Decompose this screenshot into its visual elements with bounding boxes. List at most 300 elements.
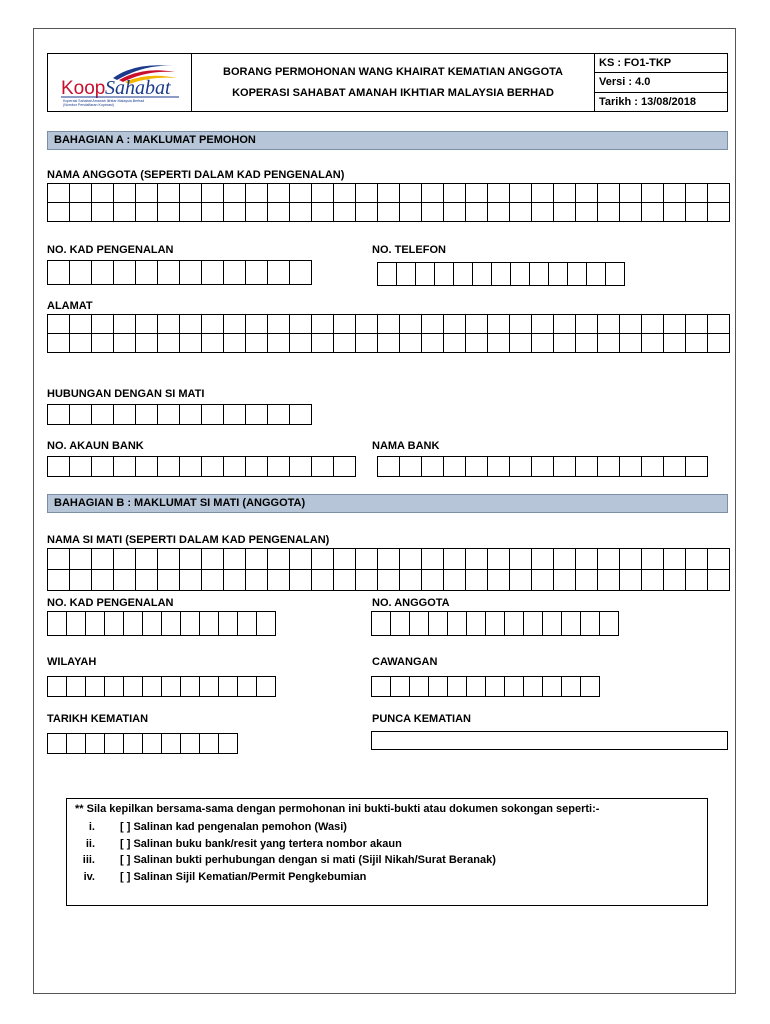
char-box[interactable] (268, 457, 290, 477)
char-box[interactable] (486, 677, 505, 697)
char-box[interactable] (378, 203, 400, 222)
char-box[interactable] (466, 203, 488, 222)
char-box[interactable] (642, 457, 664, 477)
char-box[interactable] (642, 334, 664, 353)
char-box[interactable] (70, 457, 92, 477)
char-box[interactable] (136, 203, 158, 222)
char-box[interactable] (429, 612, 448, 636)
char-box[interactable] (620, 184, 642, 203)
char-box[interactable] (246, 315, 268, 334)
char-box[interactable] (92, 549, 114, 570)
char-box[interactable] (400, 184, 422, 203)
char-box[interactable] (48, 612, 67, 636)
char-box[interactable] (200, 734, 219, 754)
char-box[interactable] (524, 612, 543, 636)
char-box[interactable] (114, 261, 136, 285)
char-box[interactable] (180, 405, 202, 425)
char-box[interactable] (202, 334, 224, 353)
char-box[interactable] (202, 203, 224, 222)
char-box[interactable] (686, 184, 708, 203)
char-box[interactable] (202, 549, 224, 570)
char-box[interactable] (268, 203, 290, 222)
char-box[interactable] (246, 203, 268, 222)
char-box[interactable] (257, 612, 276, 636)
char-box[interactable] (511, 263, 530, 286)
char-box[interactable] (664, 549, 686, 570)
char-box[interactable] (488, 549, 510, 570)
char-box[interactable] (598, 203, 620, 222)
char-box[interactable] (224, 549, 246, 570)
char-box[interactable] (378, 184, 400, 203)
char-box[interactable] (378, 570, 400, 591)
char-box[interactable] (290, 334, 312, 353)
char-box[interactable] (86, 734, 105, 754)
char-box[interactable] (180, 315, 202, 334)
char-box[interactable] (246, 261, 268, 285)
char-box[interactable] (444, 334, 466, 353)
char-box[interactable] (356, 549, 378, 570)
char-box[interactable] (444, 184, 466, 203)
char-box[interactable] (435, 263, 454, 286)
char-box[interactable] (143, 734, 162, 754)
char-box[interactable] (202, 315, 224, 334)
char-box[interactable] (576, 203, 598, 222)
char-box[interactable] (642, 203, 664, 222)
char-box[interactable] (488, 334, 510, 353)
char-box[interactable] (290, 184, 312, 203)
char-box[interactable] (642, 184, 664, 203)
char-box[interactable] (268, 334, 290, 353)
char-box[interactable] (290, 203, 312, 222)
char-box[interactable] (444, 315, 466, 334)
char-box[interactable] (246, 549, 268, 570)
char-box[interactable] (114, 334, 136, 353)
char-box[interactable] (70, 261, 92, 285)
char-box[interactable] (224, 570, 246, 591)
char-box[interactable] (576, 570, 598, 591)
char-box[interactable] (48, 203, 70, 222)
char-box[interactable] (162, 677, 181, 697)
char-box[interactable] (486, 612, 505, 636)
char-box[interactable] (200, 677, 219, 697)
char-box[interactable] (136, 184, 158, 203)
char-box[interactable] (70, 315, 92, 334)
char-box[interactable] (136, 405, 158, 425)
char-box[interactable] (202, 405, 224, 425)
char-box[interactable] (114, 570, 136, 591)
char-box[interactable] (224, 184, 246, 203)
char-box[interactable] (136, 570, 158, 591)
char-box[interactable] (290, 405, 312, 425)
char-box[interactable] (492, 263, 511, 286)
char-box[interactable] (686, 457, 708, 477)
char-box[interactable] (246, 570, 268, 591)
char-box[interactable] (143, 612, 162, 636)
char-box[interactable] (510, 315, 532, 334)
char-box[interactable] (290, 549, 312, 570)
char-box[interactable] (620, 203, 642, 222)
char-box[interactable] (664, 203, 686, 222)
char-box[interactable] (48, 457, 70, 477)
char-box[interactable] (162, 734, 181, 754)
char-box[interactable] (598, 457, 620, 477)
char-box[interactable] (180, 549, 202, 570)
char-box[interactable] (67, 612, 86, 636)
char-box[interactable] (180, 203, 202, 222)
char-box[interactable] (488, 457, 510, 477)
char-box[interactable] (86, 612, 105, 636)
char-box[interactable] (181, 677, 200, 697)
char-box[interactable] (524, 677, 543, 697)
applicant-phone-boxes[interactable] (377, 262, 625, 286)
char-box[interactable] (410, 612, 429, 636)
char-box[interactable] (581, 677, 600, 697)
char-box[interactable] (620, 457, 642, 477)
char-box[interactable] (92, 315, 114, 334)
char-box[interactable] (598, 184, 620, 203)
char-box[interactable] (70, 570, 92, 591)
char-box[interactable] (136, 315, 158, 334)
char-box[interactable] (708, 570, 730, 591)
char-box[interactable] (466, 334, 488, 353)
char-box[interactable] (642, 549, 664, 570)
char-box[interactable] (620, 570, 642, 591)
char-box[interactable] (620, 334, 642, 353)
char-box[interactable] (202, 261, 224, 285)
char-box[interactable] (356, 184, 378, 203)
char-box[interactable] (664, 570, 686, 591)
char-box[interactable] (202, 570, 224, 591)
char-box[interactable] (105, 612, 124, 636)
char-box[interactable] (312, 184, 334, 203)
cause-of-death-field[interactable] (371, 731, 728, 750)
char-box[interactable] (378, 334, 400, 353)
char-box[interactable] (114, 184, 136, 203)
char-box[interactable] (598, 315, 620, 334)
char-box[interactable] (467, 612, 486, 636)
char-box[interactable] (312, 203, 334, 222)
char-box[interactable] (598, 549, 620, 570)
char-box[interactable] (219, 612, 238, 636)
char-box[interactable] (86, 677, 105, 697)
char-box[interactable] (334, 457, 356, 477)
char-box[interactable] (114, 549, 136, 570)
char-box[interactable] (180, 334, 202, 353)
char-box[interactable] (334, 549, 356, 570)
char-box[interactable] (510, 184, 532, 203)
char-box[interactable] (686, 315, 708, 334)
char-box[interactable] (143, 677, 162, 697)
char-box[interactable] (554, 184, 576, 203)
char-box[interactable] (219, 734, 238, 754)
char-box[interactable] (158, 334, 180, 353)
char-box[interactable] (466, 549, 488, 570)
char-box[interactable] (124, 612, 143, 636)
char-box[interactable] (708, 315, 730, 334)
char-box[interactable] (92, 334, 114, 353)
char-box[interactable] (400, 549, 422, 570)
char-box[interactable] (246, 405, 268, 425)
char-box[interactable] (290, 315, 312, 334)
char-box[interactable] (48, 734, 67, 754)
char-box[interactable] (180, 457, 202, 477)
char-box[interactable] (422, 457, 444, 477)
char-box[interactable] (664, 184, 686, 203)
char-box[interactable] (257, 677, 276, 697)
char-box[interactable] (48, 261, 70, 285)
char-box[interactable] (219, 677, 238, 697)
char-box[interactable] (600, 612, 619, 636)
char-box[interactable] (372, 612, 391, 636)
char-box[interactable] (181, 734, 200, 754)
char-box[interactable] (473, 263, 492, 286)
char-box[interactable] (686, 570, 708, 591)
char-box[interactable] (136, 334, 158, 353)
char-box[interactable] (444, 570, 466, 591)
char-box[interactable] (466, 315, 488, 334)
char-box[interactable] (422, 203, 444, 222)
char-box[interactable] (114, 203, 136, 222)
char-box[interactable] (505, 612, 524, 636)
char-box[interactable] (312, 315, 334, 334)
char-box[interactable] (620, 315, 642, 334)
char-box[interactable] (378, 549, 400, 570)
char-box[interactable] (708, 184, 730, 203)
char-box[interactable] (532, 334, 554, 353)
char-box[interactable] (391, 612, 410, 636)
char-box[interactable] (532, 457, 554, 477)
char-box[interactable] (290, 261, 312, 285)
char-box[interactable] (532, 315, 554, 334)
char-box[interactable] (587, 263, 606, 286)
char-box[interactable] (448, 677, 467, 697)
char-box[interactable] (530, 263, 549, 286)
death-date-boxes[interactable] (47, 733, 238, 754)
char-box[interactable] (105, 677, 124, 697)
char-box[interactable] (268, 261, 290, 285)
char-box[interactable] (92, 405, 114, 425)
char-box[interactable] (136, 549, 158, 570)
char-box[interactable] (268, 184, 290, 203)
char-box[interactable] (708, 549, 730, 570)
char-box[interactable] (549, 263, 568, 286)
char-box[interactable] (246, 457, 268, 477)
char-box[interactable] (664, 334, 686, 353)
char-box[interactable] (581, 612, 600, 636)
char-box[interactable] (400, 203, 422, 222)
char-box[interactable] (224, 405, 246, 425)
applicant-name-boxes[interactable] (47, 183, 730, 222)
char-box[interactable] (488, 184, 510, 203)
char-box[interactable] (422, 315, 444, 334)
deceased-name-boxes[interactable] (47, 548, 730, 591)
char-box[interactable] (246, 334, 268, 353)
char-box[interactable] (378, 315, 400, 334)
char-box[interactable] (70, 334, 92, 353)
char-box[interactable] (48, 334, 70, 353)
char-box[interactable] (664, 315, 686, 334)
char-box[interactable] (686, 334, 708, 353)
char-box[interactable] (356, 203, 378, 222)
char-box[interactable] (312, 549, 334, 570)
char-box[interactable] (576, 457, 598, 477)
char-box[interactable] (180, 184, 202, 203)
char-box[interactable] (422, 334, 444, 353)
char-box[interactable] (466, 457, 488, 477)
char-box[interactable] (268, 405, 290, 425)
char-box[interactable] (686, 549, 708, 570)
char-box[interactable] (598, 334, 620, 353)
char-box[interactable] (312, 570, 334, 591)
char-box[interactable] (400, 315, 422, 334)
char-box[interactable] (510, 334, 532, 353)
char-box[interactable] (48, 405, 70, 425)
char-box[interactable] (562, 677, 581, 697)
char-box[interactable] (238, 677, 257, 697)
char-box[interactable] (620, 549, 642, 570)
char-box[interactable] (606, 263, 625, 286)
note-item-text[interactable]: [ ] Salinan Sijil Kematian/Permit Pengkebumian (120, 871, 367, 883)
char-box[interactable] (334, 203, 356, 222)
char-box[interactable] (224, 203, 246, 222)
note-item-text[interactable]: [ ] Salinan bukti perhubungan dengan si mati (Sijil Nikah/Surat Beranak) (120, 854, 496, 866)
char-box[interactable] (488, 315, 510, 334)
char-box[interactable] (67, 677, 86, 697)
char-box[interactable] (642, 570, 664, 591)
char-box[interactable] (562, 612, 581, 636)
char-box[interactable] (416, 263, 435, 286)
char-box[interactable] (466, 184, 488, 203)
char-box[interactable] (70, 184, 92, 203)
char-box[interactable] (422, 184, 444, 203)
char-box[interactable] (356, 315, 378, 334)
char-box[interactable] (532, 549, 554, 570)
char-box[interactable] (48, 315, 70, 334)
bank-name-boxes[interactable] (377, 456, 708, 477)
char-box[interactable] (448, 612, 467, 636)
char-box[interactable] (224, 315, 246, 334)
member-no-boxes[interactable] (371, 611, 619, 636)
char-box[interactable] (429, 677, 448, 697)
address-boxes[interactable] (47, 314, 730, 353)
char-box[interactable] (510, 203, 532, 222)
char-box[interactable] (532, 184, 554, 203)
char-box[interactable] (238, 612, 257, 636)
char-box[interactable] (554, 334, 576, 353)
char-box[interactable] (92, 457, 114, 477)
char-box[interactable] (48, 570, 70, 591)
char-box[interactable] (400, 334, 422, 353)
char-box[interactable] (554, 457, 576, 477)
char-box[interactable] (114, 457, 136, 477)
char-box[interactable] (268, 315, 290, 334)
char-box[interactable] (444, 549, 466, 570)
char-box[interactable] (70, 405, 92, 425)
char-box[interactable] (505, 677, 524, 697)
char-box[interactable] (180, 570, 202, 591)
char-box[interactable] (136, 457, 158, 477)
note-item-text[interactable]: [ ] Salinan buku bank/resit yang tertera nombor akaun (120, 838, 402, 850)
note-item-text[interactable]: [ ] Salinan kad pengenalan pemohon (Wasi) (120, 821, 347, 833)
char-box[interactable] (334, 315, 356, 334)
relationship-boxes[interactable] (47, 404, 312, 425)
char-box[interactable] (488, 203, 510, 222)
char-box[interactable] (356, 570, 378, 591)
char-box[interactable] (467, 677, 486, 697)
char-box[interactable] (181, 612, 200, 636)
char-box[interactable] (400, 570, 422, 591)
char-box[interactable] (158, 203, 180, 222)
char-box[interactable] (444, 457, 466, 477)
char-box[interactable] (290, 570, 312, 591)
char-box[interactable] (576, 315, 598, 334)
char-box[interactable] (224, 334, 246, 353)
char-box[interactable] (246, 184, 268, 203)
char-box[interactable] (202, 184, 224, 203)
char-box[interactable] (454, 263, 473, 286)
char-box[interactable] (554, 203, 576, 222)
char-box[interactable] (543, 677, 562, 697)
char-box[interactable] (162, 612, 181, 636)
char-box[interactable] (70, 549, 92, 570)
char-box[interactable] (124, 734, 143, 754)
char-box[interactable] (48, 184, 70, 203)
char-box[interactable] (576, 184, 598, 203)
char-box[interactable] (532, 203, 554, 222)
char-box[interactable] (124, 677, 143, 697)
char-box[interactable] (391, 677, 410, 697)
char-box[interactable] (312, 334, 334, 353)
char-box[interactable] (400, 457, 422, 477)
char-box[interactable] (158, 315, 180, 334)
char-box[interactable] (114, 405, 136, 425)
char-box[interactable] (158, 570, 180, 591)
applicant-ic-boxes[interactable] (47, 260, 312, 285)
char-box[interactable] (158, 184, 180, 203)
char-box[interactable] (224, 261, 246, 285)
char-box[interactable] (598, 570, 620, 591)
char-box[interactable] (510, 570, 532, 591)
char-box[interactable] (92, 570, 114, 591)
char-box[interactable] (488, 570, 510, 591)
char-box[interactable] (444, 203, 466, 222)
char-box[interactable] (290, 457, 312, 477)
char-box[interactable] (70, 203, 92, 222)
char-box[interactable] (180, 261, 202, 285)
char-box[interactable] (312, 457, 334, 477)
char-box[interactable] (554, 570, 576, 591)
char-box[interactable] (532, 570, 554, 591)
char-box[interactable] (554, 315, 576, 334)
char-box[interactable] (642, 315, 664, 334)
char-box[interactable] (422, 549, 444, 570)
char-box[interactable] (576, 334, 598, 353)
char-box[interactable] (510, 457, 532, 477)
char-box[interactable] (334, 334, 356, 353)
branch-boxes[interactable] (371, 676, 600, 697)
char-box[interactable] (334, 184, 356, 203)
char-box[interactable] (92, 203, 114, 222)
char-box[interactable] (378, 457, 400, 477)
char-box[interactable] (268, 549, 290, 570)
char-box[interactable] (158, 549, 180, 570)
char-box[interactable] (334, 570, 356, 591)
char-box[interactable] (664, 457, 686, 477)
char-box[interactable] (372, 677, 391, 697)
char-box[interactable] (224, 457, 246, 477)
char-box[interactable] (510, 549, 532, 570)
char-box[interactable] (708, 203, 730, 222)
